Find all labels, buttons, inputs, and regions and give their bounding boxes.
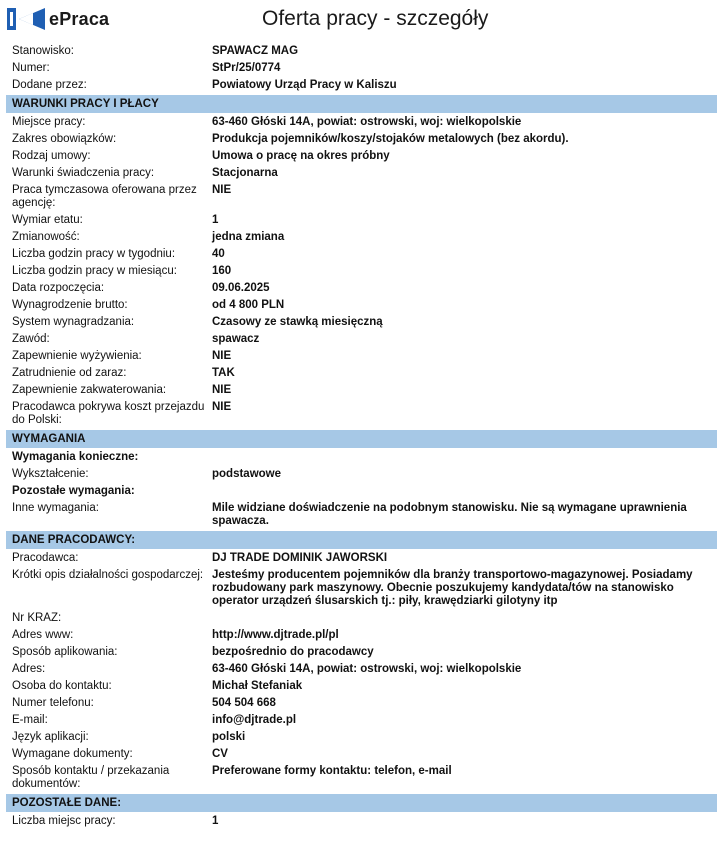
detail-row — [6, 678, 717, 695]
detail-row — [6, 695, 717, 712]
detail-value: DJ TRADE DOMINIK JAWORSKI — [212, 552, 388, 564]
detail-value: NIE — [212, 401, 232, 413]
detail-value: polski — [212, 731, 246, 743]
section-pracodawca-header: DANE PRACODAWCY: — [6, 531, 717, 549]
detail-label: Zapewnienie zakwaterowania: — [12, 384, 167, 396]
section-pracodawca — [6, 550, 717, 793]
detail-value: 160 — [212, 265, 232, 277]
detail-row — [6, 610, 717, 627]
section-pozostale — [6, 813, 717, 830]
detail-label: Adres: — [12, 663, 46, 675]
detail-label: Sposób kontaktu / przekazania dokumentów: — [12, 765, 170, 790]
detail-label: Data rozpoczęcia: — [12, 282, 105, 294]
detail-row — [6, 280, 717, 297]
section-pozostale-header: POZOSTAŁE DANE: — [6, 794, 717, 812]
section-warunki — [6, 114, 717, 429]
page-header — [0, 0, 717, 40]
detail-row — [6, 399, 717, 429]
detail-label: Liczba godzin pracy w miesiącu: — [12, 265, 177, 277]
detail-label: Numer telefonu: — [12, 697, 94, 709]
detail-row — [6, 763, 717, 793]
detail-value: SPAWACZ MAG — [212, 45, 299, 57]
detail-row — [6, 114, 717, 131]
detail-row — [6, 746, 717, 763]
detail-value: od 4 800 PLN — [212, 299, 285, 311]
detail-label: Sposób aplikowania: — [12, 646, 118, 658]
other-requirements-list — [6, 500, 717, 530]
detail-label: System wynagradzania: — [12, 316, 135, 328]
required-list — [6, 466, 717, 483]
detail-row — [6, 297, 717, 314]
detail-label: Wymagane dokumenty: — [12, 748, 133, 760]
detail-label: Pracodawca: — [12, 552, 79, 564]
detail-value: StPr/25/0774 — [212, 62, 281, 74]
detail-label: Rodzaj umowy: — [12, 150, 91, 162]
detail-label: Zmianowość: — [12, 231, 80, 243]
detail-label: Zakres obowiązków: — [12, 133, 117, 145]
top-info — [6, 43, 717, 94]
detail-label: Zapewnienie wyżywienia: — [12, 350, 142, 362]
detail-row — [6, 365, 717, 382]
detail-row — [6, 229, 717, 246]
detail-row — [6, 212, 717, 229]
detail-label: Adres www: — [12, 629, 74, 641]
detail-row — [6, 348, 717, 365]
detail-label: Liczba godzin pracy w tygodniu: — [12, 248, 176, 260]
detail-label: Dodane przez: — [12, 79, 87, 91]
detail-label: Wykształcenie: — [12, 468, 89, 480]
detail-value: Powiatowy Urząd Pracy w Kaliszu — [212, 79, 397, 91]
detail-value: NIE — [212, 184, 232, 196]
detail-label: Język aplikacji: — [12, 731, 89, 743]
detail-value: NIE — [212, 384, 232, 396]
detail-value: Czasowy ze stawką miesięczną — [212, 316, 383, 328]
detail-label: E-mail: — [12, 714, 48, 726]
detail-value: 40 — [212, 248, 225, 260]
detail-label: Stanowisko: — [12, 45, 75, 57]
detail-value: Umowa o pracę na okres próbny — [212, 150, 390, 162]
detail-value: 09.06.2025 — [212, 282, 270, 294]
detail-row — [6, 165, 717, 182]
detail-row — [6, 60, 717, 77]
other-requirements-subheader: Pozostałe wymagania: — [12, 485, 135, 497]
page-title: Oferta pracy - szczegóły — [262, 7, 489, 30]
detail-value: spawacz — [212, 333, 260, 345]
detail-value: TAK — [212, 367, 235, 379]
detail-label: Numer: — [12, 62, 50, 74]
section-wymagania-header: WYMAGANIA — [6, 430, 717, 448]
detail-row — [6, 182, 717, 212]
detail-row — [6, 813, 717, 830]
detail-row — [6, 246, 717, 263]
detail-row — [6, 627, 717, 644]
detail-label: Osoba do kontaktu: — [12, 680, 112, 692]
detail-row — [6, 77, 717, 94]
detail-row — [6, 331, 717, 348]
required-subheader: Wymagania konieczne: — [12, 451, 139, 463]
detail-row — [6, 661, 717, 678]
detail-row — [6, 550, 717, 567]
detail-row — [6, 263, 717, 280]
logo-text: ePraca — [49, 8, 110, 29]
detail-row — [6, 314, 717, 331]
detail-value: jedna zmiana — [212, 231, 285, 243]
detail-value: 1 — [212, 214, 219, 226]
offer-details — [6, 43, 717, 830]
detail-value: Michał Stefaniak — [212, 680, 303, 692]
detail-row — [6, 729, 717, 746]
detail-row — [6, 466, 717, 483]
detail-value: http://www.djtrade.pl/pl — [212, 629, 339, 641]
detail-row — [6, 500, 717, 530]
detail-value: Preferowane formy kontaktu: telefon, e-mail — [212, 765, 452, 777]
detail-label: Pracodawca pokrywa koszt przejazdu do Polski: — [12, 401, 205, 426]
detail-label: Wynagrodzenie brutto: — [12, 299, 128, 311]
detail-label: Wymiar etatu: — [12, 214, 83, 226]
detail-value: podstawowe — [212, 468, 282, 480]
detail-row — [6, 567, 717, 610]
detail-value: Mile widziane doświadczenie na podobnym stanowisku. Nie są wymagane uprawnienia spawacza. — [212, 502, 687, 527]
detail-value: 504 504 668 — [212, 697, 276, 709]
detail-value: 1 — [212, 815, 219, 827]
detail-label: Krótki opis działalności gospodarczej: — [12, 569, 204, 581]
detail-label: Nr KRAZ: — [12, 612, 62, 624]
detail-label: Inne wymagania: — [12, 502, 99, 514]
detail-value: info@djtrade.pl — [212, 714, 297, 726]
detail-value: Stacjonarna — [212, 167, 278, 179]
detail-label: Miejsce pracy: — [12, 116, 86, 128]
detail-label: Praca tymczasowa oferowana przez agencję: — [12, 184, 197, 209]
epraca-logo-icon — [7, 8, 45, 30]
section-warunki-header: WARUNKI PRACY I PŁACY — [6, 95, 717, 113]
detail-value — [212, 612, 717, 625]
detail-value: CV — [212, 748, 228, 760]
detail-row — [6, 43, 717, 60]
detail-label: Zawód: — [12, 333, 50, 345]
detail-value: 63-460 Głóski 14A, powiat: ostrowski, woj: wielkopolskie — [212, 663, 522, 675]
detail-value: NIE — [212, 350, 232, 362]
detail-row — [6, 382, 717, 399]
detail-row — [6, 148, 717, 165]
detail-value: 63-460 Głóski 14A, powiat: ostrowski, woj: wielkopolskie — [212, 116, 522, 128]
detail-value: Jesteśmy producentem pojemników dla branży transportowo-magazynowej. Posiadamy rozbudowany park maszynowy. Obecnie poszukujemy kandydata/tów na stanowisko operator urządzeń ślusarskich tj.: piły, krawędziarki gilotyny itp — [212, 569, 693, 607]
detail-label: Warunki świadczenia pracy: — [12, 167, 155, 179]
detail-label: Zatrudnienie od zaraz: — [12, 367, 127, 379]
detail-value: Produkcja pojemników/koszy/stojaków metalowych (bez akordu). — [212, 133, 569, 145]
detail-row — [6, 644, 717, 661]
detail-value: bezpośrednio do pracodawcy — [212, 646, 374, 658]
epraca-logo — [7, 8, 109, 30]
detail-row — [6, 712, 717, 729]
detail-label: Liczba miejsc pracy: — [12, 815, 116, 827]
detail-row — [6, 131, 717, 148]
